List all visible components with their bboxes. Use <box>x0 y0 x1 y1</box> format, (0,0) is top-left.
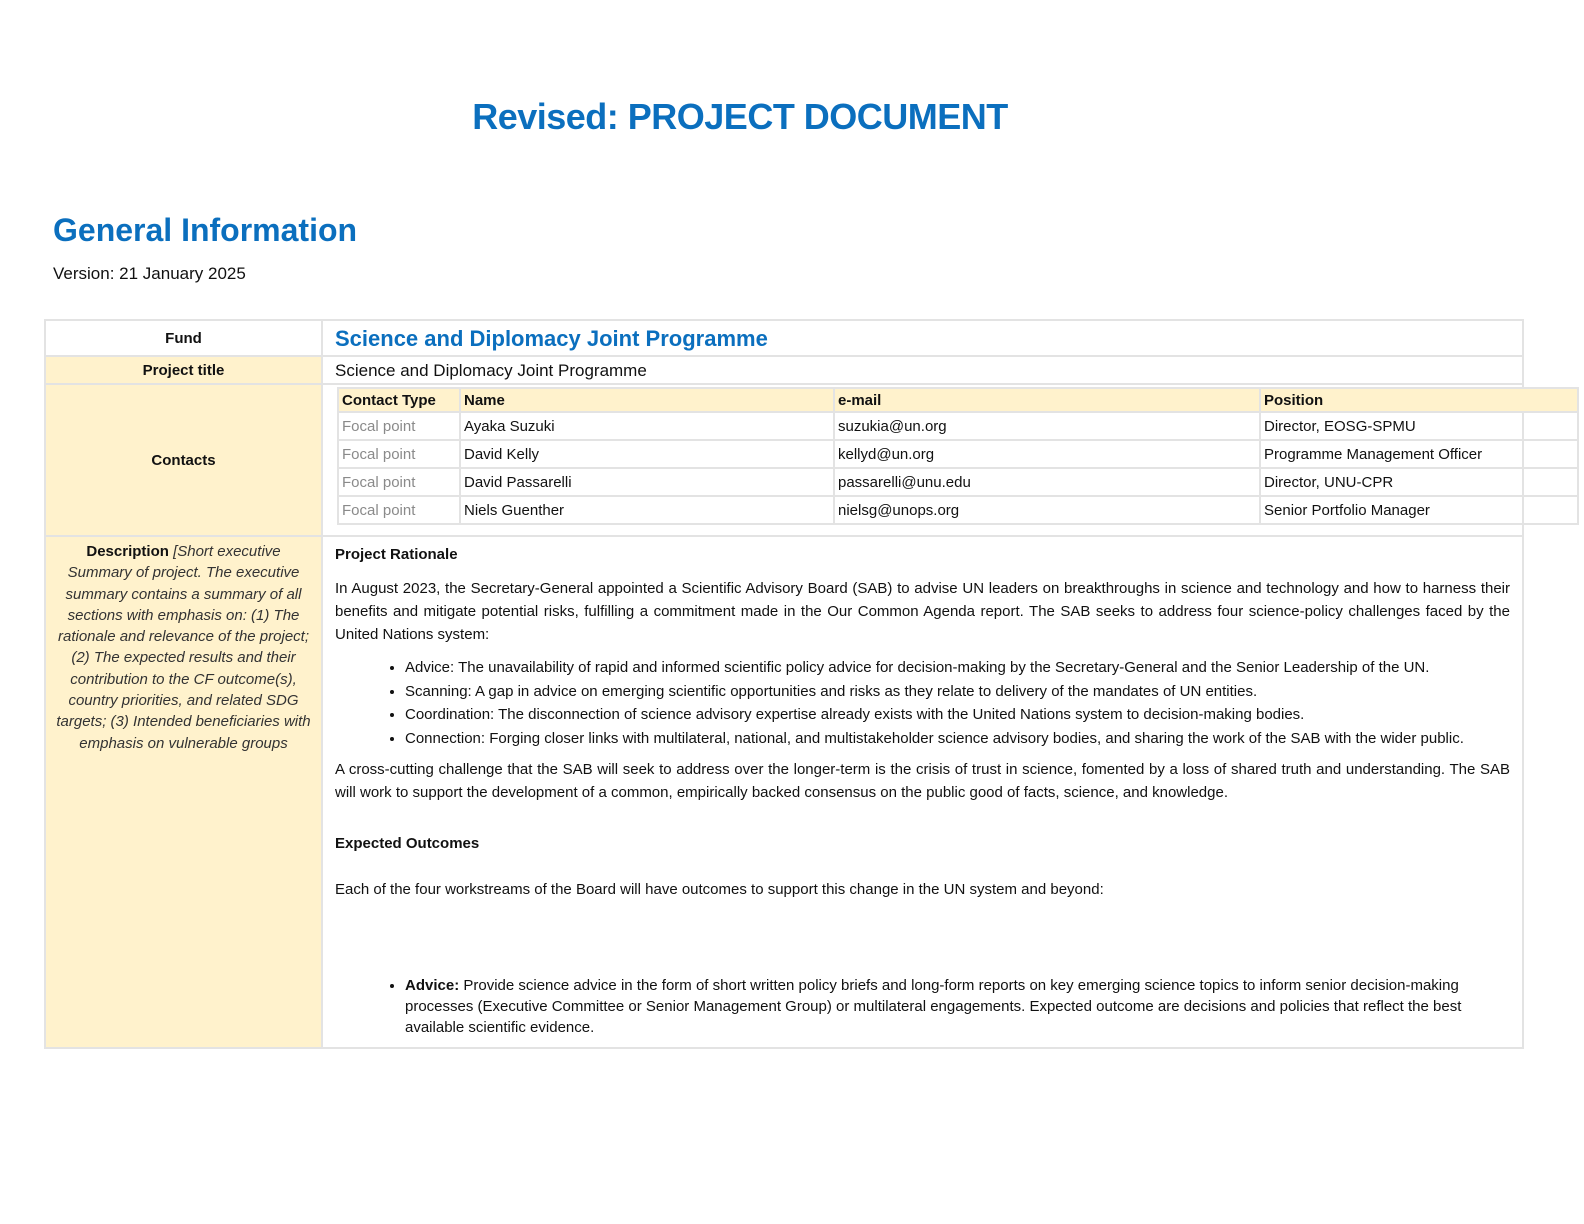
description-label-text <box>56 541 311 754</box>
contact-type: Focal point <box>338 468 460 496</box>
outcome-text: Provide science advice in the form of short written policy briefs and long-form reports on key emerging science topics to inform senior decision-making processes (Executive Committee or Senior Management Group) or multilateral engagements. Expected outcome are decisions and policies that reflect the best available scientific evidence. <box>405 977 1462 1036</box>
outcome-term: Advice: <box>405 977 460 994</box>
description-row <box>45 536 1523 1048</box>
contact-position: Director, UNU-CPR <box>1260 468 1578 496</box>
general-information-table <box>44 319 1524 1049</box>
project-title-value: Science and Diplomacy Joint Programme <box>335 361 647 380</box>
list-item <box>405 975 1510 1038</box>
outcomes-list <box>335 975 1510 1038</box>
contacts-row <box>45 384 1523 536</box>
list-item: • Advice: The unavailability of rapid and informed scientific policy advice for decision-making by the Secretary-General and the Senior Leadership of the UN. <box>405 656 1510 680</box>
contact-email[interactable]: kellyd@un.org <box>834 440 1260 468</box>
challenges-list <box>335 656 1510 750</box>
outcomes-intro: Each of the four workstreams of the Board will have outcomes to support this change in the UN system and beyond: <box>335 881 1104 898</box>
fund-label-cell <box>45 320 322 356</box>
rationale-heading: Project Rationale <box>335 546 458 563</box>
contact-name: David Kelly <box>460 440 834 468</box>
document-title: Revised: PROJECT DOCUMENT <box>472 96 1008 137</box>
fund-row <box>45 320 1523 356</box>
contact-name: David Passarelli <box>460 468 834 496</box>
rationale-text: In August 2023, the Secretary-General appointed a Scientific Advisory Board (SAB) to advise UN leaders on breakthroughs in science and technology and how to harness their benefits and mitigate potential risks, fulfilling a commitment made in the Our Common Agenda report. The SAB seeks to address four science-policy challenges faced by the United Nations system: <box>335 580 1510 643</box>
list-item: • Coordination: The disconnection of science advisory expertise already exists with the United Nations system to decision-making bodies. <box>405 703 1510 727</box>
description-value-cell <box>322 536 1523 1048</box>
contact-row <box>338 468 1578 496</box>
contacts-table <box>337 387 1579 525</box>
contact-row <box>338 412 1578 440</box>
description-label: Description <box>86 543 169 560</box>
contact-email[interactable]: nielsg@unops.org <box>834 496 1260 524</box>
contact-position: Programme Management Officer <box>1260 440 1578 468</box>
section-heading: General Information <box>53 212 358 248</box>
contacts-header-name: Name <box>460 388 834 412</box>
project-title-value-cell <box>322 356 1523 384</box>
contacts-value-cell <box>322 384 1523 536</box>
outcomes-heading: Expected Outcomes <box>335 835 480 852</box>
crosscutting-text: A cross-cutting challenge that the SAB will seek to address over the longer-term is the crisis of trust in science, fomented by a loss of shared truth and understanding. The SAB will work to support the development of a common, empirically backed consensus on the public good of facts, science, and knowledge. <box>335 761 1510 801</box>
contact-type: Focal point <box>338 412 460 440</box>
contacts-label-cell <box>45 384 322 536</box>
contact-row <box>338 440 1578 468</box>
project-title-label-cell <box>45 356 322 384</box>
contact-name: Niels Guenther <box>460 496 834 524</box>
list-item: • Scanning: A gap in advice on emerging scientific opportunities and risks as they relate to delivery of the mandates of UN entities. <box>405 680 1510 704</box>
contact-type: Focal point <box>338 440 460 468</box>
contact-position: Senior Portfolio Manager <box>1260 496 1578 524</box>
fund-label: Fund <box>165 329 202 347</box>
version-text: Version: 21 January 2025 <box>53 264 246 283</box>
list-item: • Connection: Forging closer links with multilateral, national, and multistakeholder science advisory bodies, and sharing the work of the SAB with the wider public. <box>405 727 1510 751</box>
contacts-header-row <box>338 388 1578 412</box>
contact-row <box>338 496 1578 524</box>
project-title-row <box>45 356 1523 384</box>
project-title-label: Project title <box>142 361 225 379</box>
contact-type: Focal point <box>338 496 460 524</box>
contact-name: Ayaka Suzuki <box>460 412 834 440</box>
description-label-cell <box>45 536 322 1048</box>
contact-email[interactable]: suzukia@un.org <box>834 412 1260 440</box>
contact-email[interactable]: passarelli@unu.edu <box>834 468 1260 496</box>
contacts-header-email: e-mail <box>834 388 1260 412</box>
contacts-label: Contacts <box>151 451 216 469</box>
description-label-note: [Short executive Summary of project. The executive summary contains a summary of all sections with emphasis on: (1) The rationale and relevance of the project; (2) The expected results and their contribution to the CF outcome(s), country priorities, and related SDG targets; (3) Intended beneficiaries with emphasis on vulnerable groups <box>56 543 311 752</box>
contact-position: Director, EOSG-SPMU <box>1260 412 1578 440</box>
fund-value: Science and Diplomacy Joint Programme <box>335 326 768 351</box>
contacts-header-type: Contact Type <box>338 388 460 412</box>
contacts-header-position: Position <box>1260 388 1578 412</box>
fund-value-cell <box>322 320 1523 356</box>
